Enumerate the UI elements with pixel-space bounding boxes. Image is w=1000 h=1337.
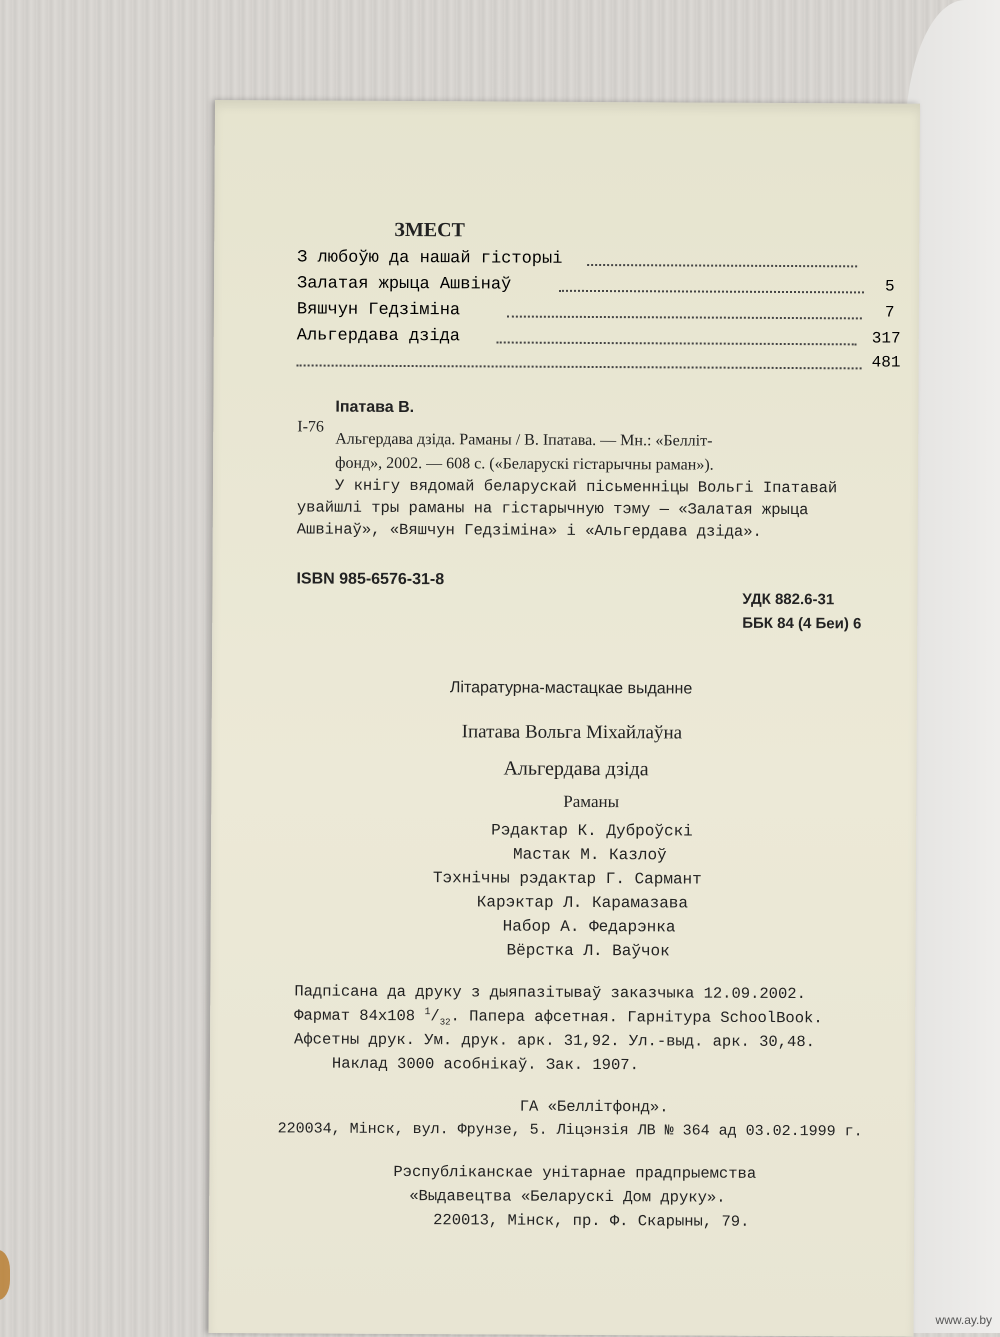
book-genre: Раманы — [563, 791, 620, 812]
toc-page-number: 481 — [871, 353, 901, 372]
toc-entry-label: З любоўю да нашай гісторыі — [297, 248, 563, 269]
artist: Мастак М. Казлоў — [513, 845, 667, 865]
toc-entry-1 — [297, 248, 877, 275]
publisher-address: 220034, Мінск, вул. Фрунзе, 5. Ліцэнзія ЛВ № 364 ад 03.02.1999 г. — [277, 1120, 863, 1141]
publisher-name: ГА «Беллітфонд». — [519, 1097, 669, 1117]
editor: Рэдактар К. Дуброўскі — [491, 821, 693, 841]
table-stain — [0, 1250, 10, 1300]
annotation-line-1: У кнігу вядомай беларускай пісьменніцы Вольгі Іпатавай — [334, 476, 838, 498]
book-page — [209, 100, 920, 1337]
catalog-code: І-76 — [297, 418, 324, 436]
toc-page-number: 317 — [871, 329, 901, 348]
format-denominator: 32 — [439, 1017, 451, 1028]
print-info-2: Фармат 84х108 $^1/_{32}$. Папера афсетная. Гарнітура SchoolBook. — [294, 1006, 823, 1028]
watermark: www.ay.by — [935, 1313, 992, 1327]
book-title: Альгердава дзіда — [503, 757, 649, 781]
technical-editor: Тэхнічны рэдактар Г. Сармант — [432, 869, 702, 889]
toc-entry-3 — [296, 300, 895, 327]
toc-entry-label: Залатая жрыца Ашвінаў — [296, 274, 512, 295]
printer-line-2: «Выдавецтва «Беларускі Дом друку». — [409, 1187, 726, 1207]
format-numerator: 1 — [424, 1007, 431, 1019]
print-info-3: Афсетны друк. Ум. друк. арк. 31,92. Ул.-выд. арк. 30,48. — [294, 1030, 816, 1052]
toc-entry-label: Альгердава дзіда — [296, 326, 461, 347]
format-label: Фармат 84х108 — [294, 1006, 425, 1026]
bbk-code: ББК 84 (4 Беи) 6 — [742, 614, 862, 633]
toc-entry-4 — [296, 326, 901, 353]
typesetting: Набор А. Федарэнка — [502, 917, 676, 937]
corrector: Карэктар Л. Карамазава — [476, 893, 689, 913]
edition-type: Літаратурна-мастацкае выданне — [449, 679, 693, 698]
toc-entry-5 — [297, 350, 901, 377]
paper-info: . Папера афсетная. Гарнітура SchoolBook. — [450, 1007, 823, 1028]
toc-heading: ЗМЕСТ — [394, 218, 465, 242]
toc-page-number: 5 — [884, 277, 895, 296]
isbn: ISBN 985-6576-31-8 — [296, 570, 445, 589]
catalog-author: Іпатава В. — [335, 398, 415, 417]
annotation-line-2: увайшлі тры раманы на гістарычную тэму — «Залатая жрыца — [296, 498, 809, 520]
toc-page-number: 7 — [884, 303, 895, 322]
toc-entry-2 — [296, 274, 895, 301]
annotation-line-3: Ашвінаў», «Вяшчун Гедзіміна» і «Альгердава дзіда». — [296, 520, 762, 541]
layout-credit: Вёрстка Л. Ваўчок — [506, 941, 670, 961]
catalog-line-1: Альгердава дзіда. Раманы / В. Іпатава. — Мн.: «Белліт- — [335, 430, 713, 450]
printer-line-3: 220013, Мінск, пр. Ф. Скарыны, 79. — [433, 1211, 750, 1231]
udk-code: УДК 882.6-31 — [742, 590, 835, 609]
catalog-line-2: фонд», 2002. — 608 с. («Беларускі гістарычны раман»). — [335, 454, 714, 474]
print-info-4: Наклад 3000 асобнікаў. Зак. 1907. — [331, 1054, 639, 1075]
printer-line-1: Рэспубліканскае унітарнае прадпрыемства — [393, 1162, 757, 1183]
print-info-1: Падпісана да друку з дыяпазітываў заказчыка 12.09.2002. — [294, 982, 806, 1004]
toc-entry-label: Вяшчун Гедзіміна — [296, 300, 461, 321]
author-full-name: Іпатава Вольга Міхайлаўна — [461, 721, 683, 744]
